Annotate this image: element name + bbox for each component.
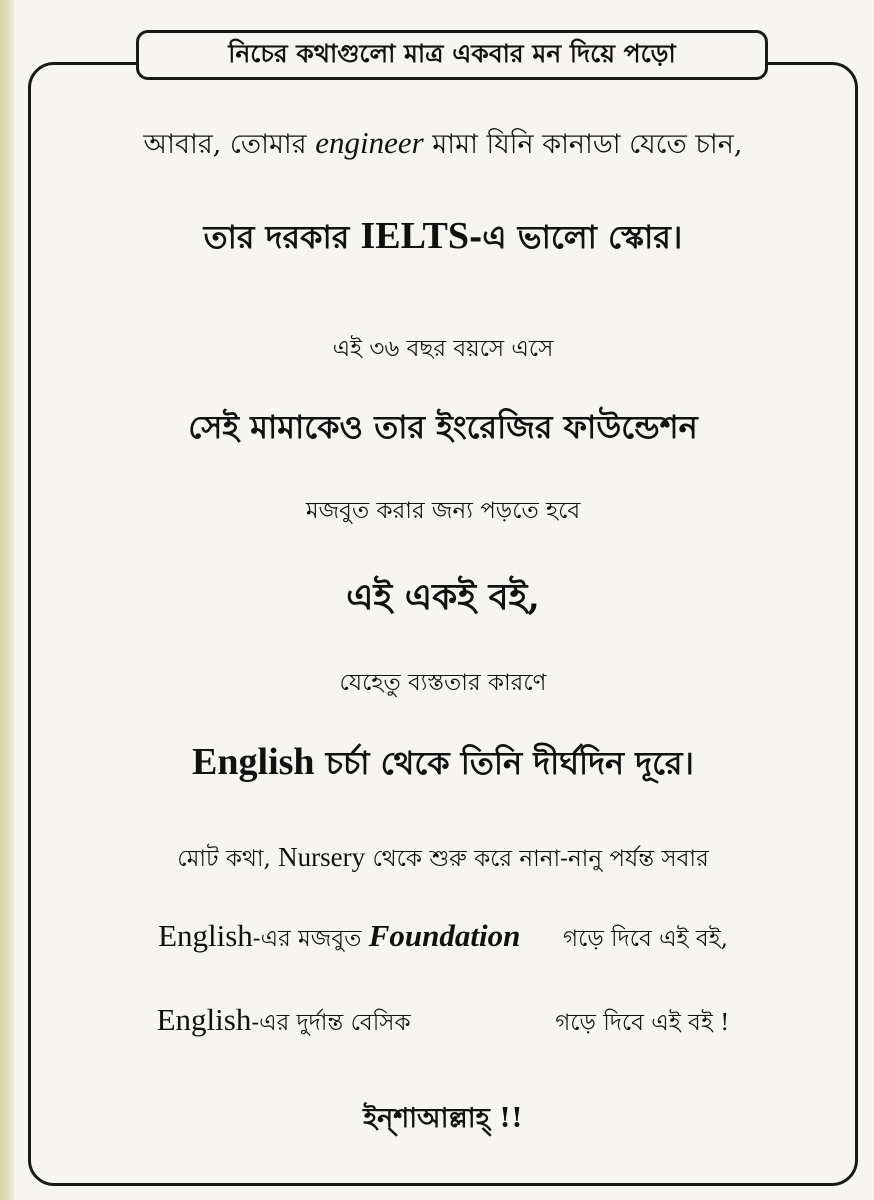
line-9-prefix: মোট কথা, xyxy=(177,846,271,872)
line-12-text: ইন্শাআল্লাহ্ !! xyxy=(363,1103,523,1134)
line-6-text: এই একই বই, xyxy=(346,576,540,618)
line-10-english: English xyxy=(158,918,253,953)
line-3-text: এই ৩৬ বছর বয়সে এসে xyxy=(332,336,554,362)
line-11-middle: -এর দুর্দান্ত বেসিক xyxy=(251,1010,411,1036)
line-11-english: English xyxy=(156,1002,252,1037)
line-4 xyxy=(40,402,846,456)
line-10-suffix: গড়ে দিবে এই বই, xyxy=(563,926,728,952)
line-4-text: সেই মামাকেও তার ইংরেজির ফাউন্ডেশন xyxy=(188,408,698,446)
line-11-suffix: গড়ে দিবে এই বই ! xyxy=(555,1010,730,1036)
line-1 xyxy=(40,124,846,169)
header-title: নিচের কথাগুলো মাত্র একবার মন দিয়ে পড়ো xyxy=(228,38,676,68)
line-5 xyxy=(40,492,846,531)
line-2-suffix: -এ ভালো স্কোর। xyxy=(468,218,683,256)
line-5-text: মজবুত করার জন্য পড়তে হবে xyxy=(305,498,581,524)
line-12 xyxy=(40,1098,846,1143)
line-9-nursery: Nursery xyxy=(278,842,366,872)
line-8-english: English xyxy=(192,741,315,783)
header-title-box xyxy=(136,30,768,80)
line-7 xyxy=(40,664,846,703)
line-2-prefix: তার দরকার xyxy=(203,218,350,256)
line-11 xyxy=(40,1002,846,1043)
line-2-ielts: IELTS xyxy=(360,215,469,257)
line-8-suffix: চর্চা থেকে তিনি দীর্ঘদিন দূরে। xyxy=(325,744,694,782)
line-2 xyxy=(40,212,846,266)
line-9-suffix: থেকে শুরু করে নানা-নানু পর্যন্ত সবার xyxy=(372,846,709,872)
line-8 xyxy=(40,738,846,792)
line-3 xyxy=(40,330,846,369)
line-10 xyxy=(40,918,846,959)
line-6 xyxy=(40,570,846,630)
line-1-engineer: engineer xyxy=(315,125,424,160)
line-1-suffix: মামা যিনি কানাডা যেতে চান, xyxy=(432,129,743,160)
line-10-foundation: Foundation xyxy=(368,918,521,953)
line-1-prefix: আবার, তোমার xyxy=(143,129,307,160)
page-binding-edge xyxy=(0,0,14,1200)
line-10-middle: -এর মজবুত xyxy=(252,926,362,952)
line-9 xyxy=(40,840,846,879)
line-7-text: যেহেতু ব্যস্ততার কারণে xyxy=(339,670,547,696)
